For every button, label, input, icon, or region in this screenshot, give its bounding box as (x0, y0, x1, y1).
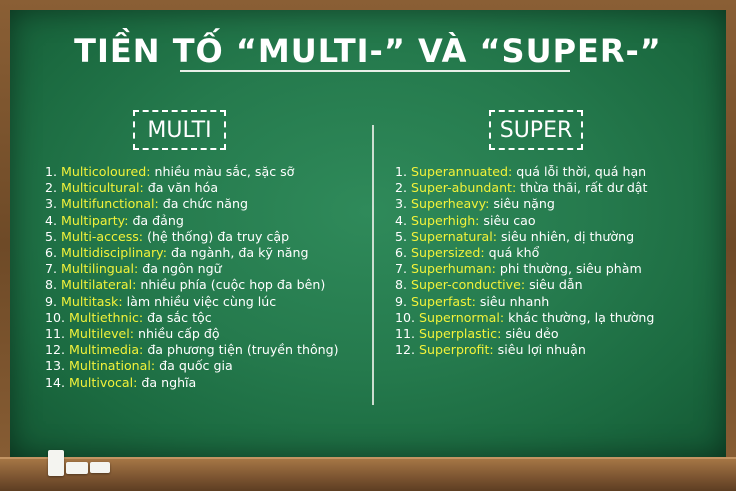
title-underline (180, 70, 570, 72)
item-term: Multilingual: (61, 261, 139, 277)
item-term: Superfast: (411, 293, 476, 309)
item-term: Superhuman: (411, 261, 496, 277)
item-meaning: đa ngành, đa kỹ năng (166, 245, 309, 261)
column-divider (372, 125, 374, 405)
item-meaning: siêu lợi nhuận (493, 342, 586, 358)
item-meaning: quá lỗi thời, quá hạn (512, 164, 647, 179)
item-meaning: siêu dẫn (525, 277, 583, 293)
item-number: 7. (395, 261, 408, 277)
item-term: Superprofit: (419, 342, 494, 358)
multi-item (45, 294, 339, 310)
item-meaning: nhiều màu sắc, sặc sỡ (150, 164, 295, 179)
multi-item (45, 229, 339, 245)
chalkboard (10, 10, 726, 457)
item-term: Multilateral: (61, 277, 137, 293)
multi-item (45, 375, 339, 391)
item-term: Supernormal: (419, 309, 505, 325)
item-term: Multiparty: (61, 212, 129, 228)
item-meaning: đa đảng (128, 212, 184, 228)
item-term: Multicultural: (61, 180, 144, 196)
item-meaning: đa nghĩa (137, 374, 197, 390)
item-term: Supersized: (411, 245, 485, 261)
item-term: Super-conductive: (411, 277, 526, 293)
item-meaning: nhiều cấp độ (134, 326, 220, 342)
item-term: Multinational: (69, 358, 156, 374)
super-heading: SUPER (489, 110, 583, 150)
item-term: Superheavy: (411, 196, 490, 212)
item-number: 2. (45, 180, 58, 196)
item-number: 12. (395, 342, 416, 358)
item-term: Multicoloured: (61, 164, 151, 179)
item-meaning: phi thường, siêu phàm (495, 261, 642, 277)
super-item (395, 326, 654, 342)
item-meaning: khác thường, lạ thường (504, 309, 655, 325)
super-item (395, 229, 654, 245)
super-item (395, 164, 654, 180)
item-term: Multifunctional: (61, 196, 159, 212)
item-meaning: siêu nhanh (475, 293, 550, 309)
super-item (395, 277, 654, 293)
item-number: 5. (45, 228, 58, 244)
item-term: Superannuated: (411, 164, 513, 179)
item-number: 12. (45, 342, 66, 358)
item-number: 9. (45, 293, 58, 309)
item-term: Multitask: (61, 293, 123, 309)
item-number: 8. (395, 277, 408, 293)
item-number: 2. (395, 180, 408, 196)
item-term: Super-abundant: (411, 180, 517, 196)
item-meaning: đa phương tiện (truyền thông) (143, 342, 339, 358)
item-meaning: siêu nặng (489, 196, 555, 212)
item-number: 11. (45, 326, 66, 342)
multi-item (45, 358, 339, 374)
super-item (395, 245, 654, 261)
item-number: 1. (395, 164, 408, 179)
super-item (395, 342, 654, 358)
item-number: 6. (395, 245, 408, 261)
item-meaning: quá khổ (484, 245, 540, 261)
super-item (395, 310, 654, 326)
item-number: 13. (45, 358, 66, 374)
item-number: 6. (45, 245, 58, 261)
multi-item (45, 180, 339, 196)
item-term: Superhigh: (411, 212, 480, 228)
item-number: 3. (45, 196, 58, 212)
item-meaning: siêu nhiên, dị thường (496, 228, 635, 244)
item-number: 8. (45, 277, 58, 293)
multi-item (45, 342, 339, 358)
item-number: 3. (395, 196, 408, 212)
item-term: Multidisciplinary: (61, 245, 167, 261)
super-item (395, 294, 654, 310)
super-item (395, 196, 654, 212)
multi-item (45, 261, 339, 277)
item-meaning: đa quốc gia (155, 358, 233, 374)
item-meaning: đa văn hóa (143, 180, 219, 196)
item-term: Multivocal: (69, 374, 138, 390)
item-meaning: đa chức năng (158, 196, 248, 212)
item-number: 1. (45, 164, 58, 179)
super-list (395, 164, 654, 358)
item-meaning: siêu dẻo (501, 326, 559, 342)
item-meaning: đa ngôn ngữ (138, 261, 222, 277)
chalk-piece (90, 462, 110, 473)
multi-item (45, 310, 339, 326)
item-number: 9. (395, 293, 408, 309)
item-meaning: thừa thãi, rất dư dật (516, 180, 648, 196)
multi-heading: MULTI (133, 110, 226, 150)
item-meaning: đa sắc tộc (143, 309, 212, 325)
multi-item (45, 245, 339, 261)
page-title: TIỀN TỐ “MULTI-” VÀ “SUPER-” (74, 32, 662, 70)
item-number: 11. (395, 326, 416, 342)
item-number: 7. (45, 261, 58, 277)
item-term: Supernatural: (411, 228, 497, 244)
super-item (395, 213, 654, 229)
multi-list (45, 164, 339, 391)
item-number: 4. (395, 212, 408, 228)
item-number: 5. (395, 228, 408, 244)
item-meaning: (hệ thống) đa truy cập (143, 228, 290, 244)
item-number: 14. (45, 374, 66, 390)
multi-item (45, 326, 339, 342)
multi-item (45, 277, 339, 293)
item-term: Superplastic: (419, 326, 502, 342)
item-number: 4. (45, 212, 58, 228)
item-meaning: làm nhiều việc cùng lúc (122, 293, 277, 309)
item-term: Multiethnic: (69, 309, 144, 325)
super-item (395, 261, 654, 277)
item-term: Multi-access: (61, 228, 144, 244)
item-term: Multilevel: (69, 326, 135, 342)
super-item (395, 180, 654, 196)
multi-item (45, 196, 339, 212)
item-meaning: nhiều phía (cuộc họp đa bên) (136, 277, 326, 293)
item-meaning: siêu cao (479, 212, 536, 228)
item-number: 10. (45, 309, 66, 325)
item-term: Multimedia: (69, 342, 144, 358)
chalk-piece (48, 450, 64, 476)
multi-item (45, 213, 339, 229)
chalk-ledge (0, 457, 736, 491)
chalk-piece (66, 462, 88, 474)
multi-item (45, 164, 339, 180)
item-number: 10. (395, 309, 416, 325)
